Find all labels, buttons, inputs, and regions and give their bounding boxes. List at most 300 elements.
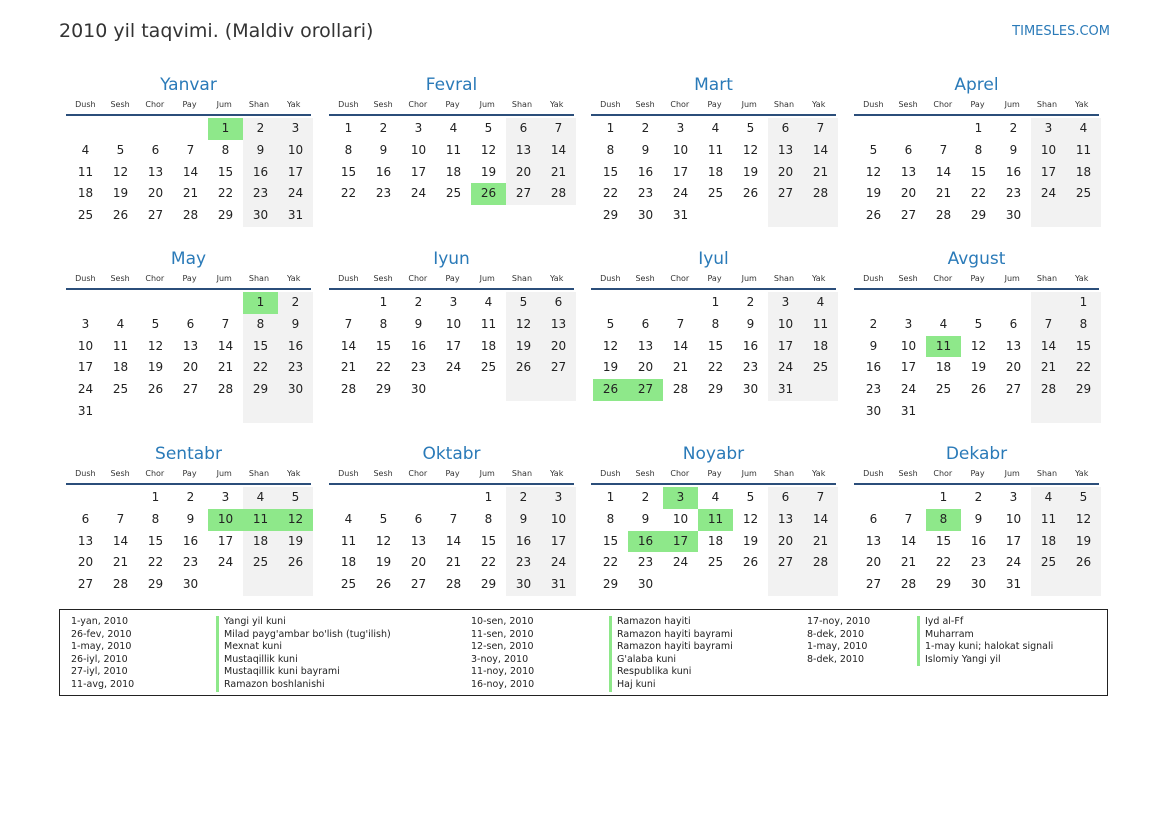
calendar-day: 22 [602, 186, 619, 201]
day-grid [66, 487, 311, 596]
calendar-day: 23 [182, 555, 199, 570]
weekday-label: Dush [863, 100, 884, 109]
calendar-day: 31 [1005, 577, 1022, 592]
calendar-day: 31 [672, 208, 689, 223]
day-grid [329, 118, 574, 205]
calendar-day: 29 [602, 208, 619, 223]
legend-date: 3-noy, 2010 [471, 653, 529, 665]
calendar-day: 22 [480, 555, 497, 570]
calendar-day: 25 [1066, 183, 1101, 205]
month-name: Dekabr [945, 444, 1008, 464]
calendar-day: 18 [1066, 162, 1101, 184]
calendar-day: 26 [375, 577, 392, 592]
calendar-day: 5 [746, 490, 755, 504]
calendar-day: 21 [340, 360, 357, 375]
calendar-day: 25 [445, 186, 462, 201]
holiday-legend [59, 609, 1108, 696]
month-iyun [329, 248, 574, 401]
calendar-day: 30 [506, 574, 541, 596]
calendar-day: 31 [77, 403, 94, 418]
calendar-day: 10 [445, 316, 462, 331]
calendar-day: 10 [278, 140, 313, 162]
weekday-label: Dush [863, 274, 884, 283]
calendar-day: 9 [869, 338, 878, 353]
calendar-day: 17 [900, 360, 917, 375]
empty-day [173, 401, 208, 423]
calendar-day: 19 [742, 533, 759, 548]
calendar-day: 20 [77, 555, 94, 570]
weekday-label: Chor [670, 469, 690, 478]
calendar-day: 9 [746, 316, 755, 331]
calendar-day: 13 [768, 509, 803, 531]
month-name: Fevral [425, 75, 478, 95]
calendar-day: 20 [900, 186, 917, 201]
weekday-label: Chor [145, 100, 165, 109]
legend-holiday-name: Mustaqillik kuni bayrami [216, 666, 391, 679]
weekday-label: Chor [933, 469, 953, 478]
weekday-label: Yak [812, 274, 826, 283]
legend-holiday-name: Muharram [917, 629, 1053, 642]
calendar-day: 9 [506, 509, 541, 531]
calendar-day: 29 [602, 577, 619, 592]
calendar-day: 22 [340, 186, 357, 201]
weekday-label: Yak [287, 469, 301, 478]
calendar-day: 30 [637, 577, 654, 592]
calendar-day: 10 [1031, 140, 1066, 162]
calendar-day: 13 [182, 338, 199, 353]
weekday-header [854, 467, 1099, 485]
calendar-day: 16 [410, 338, 427, 353]
empty-day [996, 292, 1031, 314]
calendar-day: 15 [340, 164, 357, 179]
calendar-day: 12 [742, 511, 759, 526]
month-may [66, 248, 311, 423]
calendar-day: 22 [602, 555, 619, 570]
calendar-day: 25 [803, 357, 838, 379]
weekday-label: Chor [145, 469, 165, 478]
weekday-label: Shan [248, 100, 270, 109]
calendar-day: 23 [278, 357, 313, 379]
weekday-label: Yak [812, 469, 826, 478]
calendar-day: 21 [935, 186, 952, 201]
weekday-label: Dush [338, 100, 359, 109]
calendar-day: 1 [484, 490, 493, 504]
weekday-label: Dush [600, 469, 621, 478]
weekday-label: Yak [550, 100, 564, 109]
empty-day [243, 574, 278, 596]
calendar-day: 10 [541, 509, 576, 531]
empty-day [436, 379, 471, 401]
empty-day [68, 118, 103, 140]
weekday-label: Pay [970, 100, 985, 109]
calendar-day: 1 [344, 121, 353, 135]
weekday-header [66, 272, 311, 290]
calendar-day: 29 [480, 577, 497, 592]
calendar-day: 20 [182, 360, 199, 375]
calendar-day: 1 [1066, 292, 1101, 314]
weekday-label: Jum [479, 469, 495, 478]
calendar-day: 6 [641, 316, 650, 331]
legend-holiday-name: Ramazon hayiti bayrami [609, 629, 733, 642]
month-name: Iyun [433, 249, 470, 269]
weekday-header [329, 98, 574, 116]
month-name: Sentabr [155, 444, 222, 464]
calendar-day: 20 [147, 186, 164, 201]
weekday-label: Dush [75, 100, 96, 109]
holiday-day: 26 [471, 183, 506, 205]
month-name: Noyabr [682, 444, 745, 464]
calendar-day: 10 [672, 142, 689, 157]
calendar-day: 8 [484, 511, 493, 526]
weekday-label: Shan [511, 469, 533, 478]
empty-day [803, 379, 838, 401]
calendar-day: 28 [900, 577, 917, 592]
calendar-day: 12 [112, 164, 129, 179]
weekday-label: Chor [145, 274, 165, 283]
calendar-day: 15 [1066, 336, 1101, 358]
day-grid [66, 118, 311, 227]
day-grid [854, 292, 1099, 423]
calendar-day: 22 [935, 555, 952, 570]
calendar-day: 20 [410, 555, 427, 570]
calendar-day: 18 [707, 533, 724, 548]
calendar-day: 1 [711, 295, 720, 309]
calendar-day: 13 [541, 314, 576, 336]
calendar-day: 29 [1066, 379, 1101, 401]
calendar-day: 29 [970, 208, 987, 223]
legend-dates-column [71, 616, 134, 692]
calendar-day: 16 [506, 531, 541, 553]
legend-date: 8-dek, 2010 [807, 628, 865, 640]
calendar-day: 24 [1031, 183, 1066, 205]
day-grid [591, 487, 836, 596]
weekday-label: Shan [248, 274, 270, 283]
holiday-day: 27 [628, 379, 663, 401]
calendar-day: 27 [541, 357, 576, 379]
calendar-day: 16 [742, 338, 759, 353]
calendar-day: 18 [112, 360, 129, 375]
calendar-day: 14 [217, 338, 234, 353]
holiday-day: 11 [243, 509, 278, 531]
month-name: May [170, 249, 207, 269]
calendar-day: 15 [707, 338, 724, 353]
calendar-day: 24 [278, 183, 313, 205]
calendar-day: 21 [182, 186, 199, 201]
legend-names-column [216, 616, 391, 692]
calendar-day: 2 [506, 487, 541, 509]
month-name: Aprel [954, 75, 999, 95]
day-grid [591, 292, 836, 401]
weekday-label: Sesh [373, 100, 393, 109]
legend-holiday-name: G'alaba kuni [609, 654, 733, 667]
weekday-label: Sesh [110, 274, 130, 283]
calendar-day: 13 [410, 533, 427, 548]
holiday-day: 3 [663, 487, 698, 509]
calendar-day: 2 [746, 295, 755, 309]
weekday-header [66, 98, 311, 116]
weekday-label: Chor [408, 469, 428, 478]
weekday-label: Jum [216, 274, 232, 283]
calendar-day: 5 [974, 316, 983, 331]
calendar-day: 28 [541, 183, 576, 205]
weekday-header [591, 467, 836, 485]
empty-day [961, 292, 996, 314]
calendar-day: 15 [217, 164, 234, 179]
month-name: Yanvar [160, 75, 217, 95]
empty-day [663, 574, 698, 596]
weekday-label: Sesh [898, 274, 918, 283]
calendar-day: 5 [606, 316, 615, 331]
calendar-day: 15 [970, 164, 987, 179]
calendar-day: 9 [243, 140, 278, 162]
empty-day [1066, 401, 1101, 423]
calendar-day: 23 [637, 186, 654, 201]
weekday-label: Pay [182, 469, 197, 478]
legend-holiday-name: Ramazon boshlanishi [216, 679, 391, 692]
weekday-label: Chor [933, 274, 953, 283]
legend-date: 10-sen, 2010 [471, 616, 534, 627]
calendar-day: 14 [900, 533, 917, 548]
calendar-day: 21 [1031, 357, 1066, 379]
weekday-header [854, 272, 1099, 290]
legend-date: 11-noy, 2010 [471, 666, 535, 678]
calendar-day: 3 [414, 121, 423, 135]
calendar-day: 18 [480, 338, 497, 353]
site-link[interactable]: TIMESLES.COM [1012, 24, 1110, 39]
calendar-day: 10 [672, 511, 689, 526]
calendar-day: 26 [147, 382, 164, 397]
month-name: Avgust [947, 249, 1006, 269]
calendar-day: 16 [243, 162, 278, 184]
calendar-day: 1 [939, 490, 948, 504]
holiday-day: 1 [243, 292, 278, 314]
calendar-day: 8 [606, 511, 615, 526]
weekday-label: Sesh [373, 469, 393, 478]
weekday-label: Chor [933, 100, 953, 109]
calendar-day: 24 [900, 382, 917, 397]
holiday-day: 12 [278, 509, 313, 531]
calendar-day: 24 [410, 186, 427, 201]
calendar-day: 2 [379, 121, 388, 135]
calendar-day: 1 [606, 490, 615, 504]
calendar-day: 30 [1005, 208, 1022, 223]
calendar-day: 21 [445, 555, 462, 570]
empty-day [1066, 205, 1101, 227]
calendar-day: 2 [243, 118, 278, 140]
calendar-day: 17 [410, 164, 427, 179]
empty-day [103, 292, 138, 314]
calendar-day: 3 [904, 316, 913, 331]
calendar-day: 11 [1066, 140, 1101, 162]
calendar-day: 19 [112, 186, 129, 201]
calendar-day: 14 [935, 164, 952, 179]
empty-day [173, 292, 208, 314]
weekday-label: Sesh [110, 469, 130, 478]
calendar-day: 6 [506, 118, 541, 140]
calendar-day: 19 [602, 360, 619, 375]
calendar-day: 16 [637, 164, 654, 179]
legend-holiday-name: Respublika kuni [609, 666, 733, 679]
legend-date: 12-sen, 2010 [471, 641, 534, 653]
legend-holiday-name: Islomiy Yangi yil [917, 654, 1053, 667]
calendar-day: 8 [711, 316, 720, 331]
calendar-day: 12 [375, 533, 392, 548]
calendar-day: 6 [768, 118, 803, 140]
calendar-day: 20 [1005, 360, 1022, 375]
calendar-day: 17 [672, 164, 689, 179]
calendar-day: 16 [182, 533, 199, 548]
calendar-day: 5 [151, 316, 160, 331]
day-grid [66, 292, 311, 423]
calendar-day: 11 [77, 164, 94, 179]
calendar-day: 15 [602, 164, 619, 179]
calendar-day: 9 [1009, 142, 1018, 157]
calendar-day: 4 [803, 292, 838, 314]
empty-day [803, 205, 838, 227]
calendar-day: 2 [278, 292, 313, 314]
calendar-day: 13 [147, 164, 164, 179]
calendar-day: 17 [217, 533, 234, 548]
calendar-day: 18 [445, 164, 462, 179]
calendar-day: 4 [711, 490, 720, 504]
calendar-day: 21 [803, 162, 838, 184]
calendar-day: 29 [243, 379, 278, 401]
calendar-day: 25 [340, 577, 357, 592]
calendar-day: 8 [974, 142, 983, 157]
calendar-day: 4 [449, 121, 458, 135]
calendar-day: 6 [186, 316, 195, 331]
empty-day [541, 379, 576, 401]
calendar-day: 21 [112, 555, 129, 570]
calendar-day: 24 [1005, 555, 1022, 570]
calendar-day: 9 [974, 511, 983, 526]
calendar-day: 1 [606, 121, 615, 135]
calendar-day: 27 [900, 208, 917, 223]
holiday-day: 26 [593, 379, 628, 401]
empty-day [506, 379, 541, 401]
calendar-day: 20 [768, 531, 803, 553]
empty-day [208, 574, 243, 596]
calendar-day: 13 [637, 338, 654, 353]
calendar-day: 30 [970, 577, 987, 592]
calendar-day: 13 [900, 164, 917, 179]
calendar-day: 5 [1066, 487, 1101, 509]
calendar-day: 6 [541, 292, 576, 314]
calendar-day: 8 [243, 314, 278, 336]
calendar-day: 28 [182, 208, 199, 223]
calendar-day: 31 [768, 379, 803, 401]
calendar-day: 7 [904, 511, 913, 526]
calendar-day: 15 [602, 533, 619, 548]
calendar-day: 4 [484, 295, 493, 309]
calendar-day: 1 [379, 295, 388, 309]
weekday-label: Sesh [373, 274, 393, 283]
calendar-day: 23 [637, 555, 654, 570]
empty-day [103, 487, 138, 509]
calendar-day: 22 [217, 186, 234, 201]
calendar-day: 12 [602, 338, 619, 353]
calendar-day: 18 [340, 555, 357, 570]
calendar-day: 24 [445, 360, 462, 375]
calendar-day: 25 [707, 186, 724, 201]
page-title: 2010 yil taqvimi. (Maldiv orollari) [59, 20, 374, 42]
legend-holiday-name: Mustaqillik kuni [216, 654, 391, 667]
calendar-day: 14 [541, 140, 576, 162]
calendar-day: 15 [375, 338, 392, 353]
calendar-day: 30 [182, 577, 199, 592]
calendar-day: 22 [1066, 357, 1101, 379]
weekday-label: Jum [479, 100, 495, 109]
weekday-label: Shan [773, 100, 795, 109]
empty-day [278, 574, 313, 596]
weekday-label: Yak [1075, 274, 1089, 283]
calendar-day: 26 [506, 357, 541, 379]
calendar-day: 25 [112, 382, 129, 397]
weekday-label: Jum [216, 100, 232, 109]
legend-holiday-name: Iyd al-Ff [917, 616, 1053, 629]
weekday-label: Pay [445, 274, 460, 283]
calendar-day: 27 [410, 577, 427, 592]
empty-day [68, 487, 103, 509]
calendar-day: 28 [672, 382, 689, 397]
calendar-day: 22 [970, 186, 987, 201]
calendar-day: 2 [414, 295, 423, 309]
weekday-label: Pay [707, 469, 722, 478]
month-mart [591, 74, 836, 227]
calendar-day: 22 [707, 360, 724, 375]
legend-date: 16-noy, 2010 [471, 678, 535, 690]
month-yanvar [66, 74, 311, 227]
calendar-day: 30 [243, 205, 278, 227]
empty-day [331, 487, 366, 509]
calendar-day: 7 [344, 316, 353, 331]
calendar-day: 4 [1066, 118, 1101, 140]
calendar-day: 7 [676, 316, 685, 331]
calendar-day: 21 [803, 531, 838, 553]
legend-holiday-name: Mexnat kuni [216, 641, 391, 654]
calendar-day: 3 [81, 316, 90, 331]
weekday-label: Shan [773, 274, 795, 283]
calendar-day: 13 [1005, 338, 1022, 353]
calendar-day: 11 [1031, 509, 1066, 531]
calendar-day: 24 [217, 555, 234, 570]
weekday-label: Shan [511, 100, 533, 109]
legend-dates-column [471, 616, 534, 692]
calendar-day: 6 [768, 487, 803, 509]
calendar-day: 12 [506, 314, 541, 336]
weekday-label: Chor [408, 100, 428, 109]
weekday-header [591, 272, 836, 290]
empty-day [208, 292, 243, 314]
weekday-label: Dush [75, 469, 96, 478]
calendar-day: 19 [1066, 531, 1101, 553]
weekday-label: Shan [1036, 274, 1058, 283]
calendar-day: 6 [869, 511, 878, 526]
calendar-day: 28 [445, 577, 462, 592]
weekday-label: Sesh [110, 100, 130, 109]
calendar-day: 20 [506, 162, 541, 184]
calendar-day: 5 [869, 142, 878, 157]
weekday-label: Pay [707, 100, 722, 109]
weekday-label: Yak [550, 274, 564, 283]
calendar-day: 14 [112, 533, 129, 548]
calendar-day: 13 [865, 533, 882, 548]
calendar-day: 3 [1031, 118, 1066, 140]
calendar-day: 22 [243, 357, 278, 379]
calendar-day: 10 [410, 142, 427, 157]
legend-holiday-name: Ramazon hayiti bayrami [609, 641, 733, 654]
empty-day [331, 292, 366, 314]
